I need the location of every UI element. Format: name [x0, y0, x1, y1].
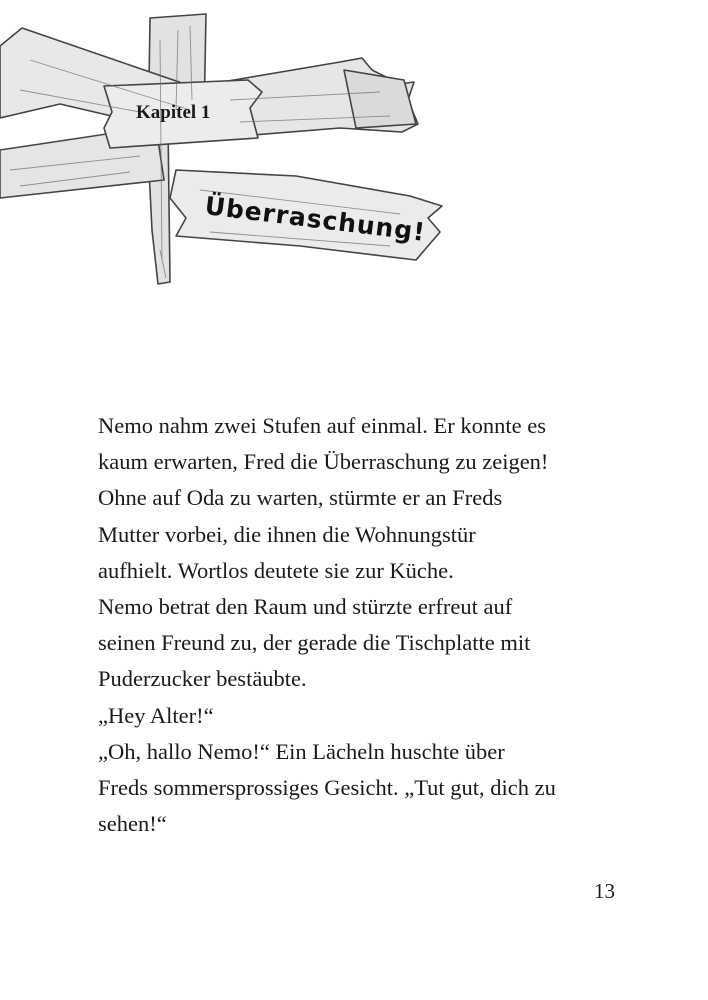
text-line: Puderzucker bestäubte.	[98, 666, 307, 692]
text-line: sehen!“	[98, 811, 167, 837]
text-line: Nemo betrat den Raum und stürzte erfreut auf	[98, 594, 513, 620]
chapter-body	[98, 408, 638, 842]
text-line: Freds sommersprossiges Gesicht. „Tut gut, dich zu	[98, 775, 556, 801]
text-line: Nemo nahm zwei Stufen auf einmal. Er konnte es	[98, 413, 546, 438]
text-line: Ohne auf Oda zu warten, stürmte er an Freds	[98, 485, 503, 511]
chapter-label: Kapitel 1	[136, 102, 211, 123]
text-line: kaum erwarten, Fred die Überraschung zu zeigen!	[98, 449, 549, 475]
text-line: „Oh, hallo Nemo!“ Ein Lächeln huschte über	[98, 738, 505, 764]
text-line: „Hey Alter!“	[98, 702, 214, 728]
text-line: Mutter vorbei, die ihnen die Wohnungstür	[98, 521, 476, 547]
text-line: seinen Freund zu, der gerade die Tischplatte mit	[98, 630, 531, 656]
page-number: 13	[594, 879, 615, 903]
text-line: aufhielt. Wortlos deutete sie zur Küche.	[98, 557, 454, 583]
chapter-title: Überraschung!	[203, 191, 428, 247]
signpost-illustration	[0, 0, 470, 300]
